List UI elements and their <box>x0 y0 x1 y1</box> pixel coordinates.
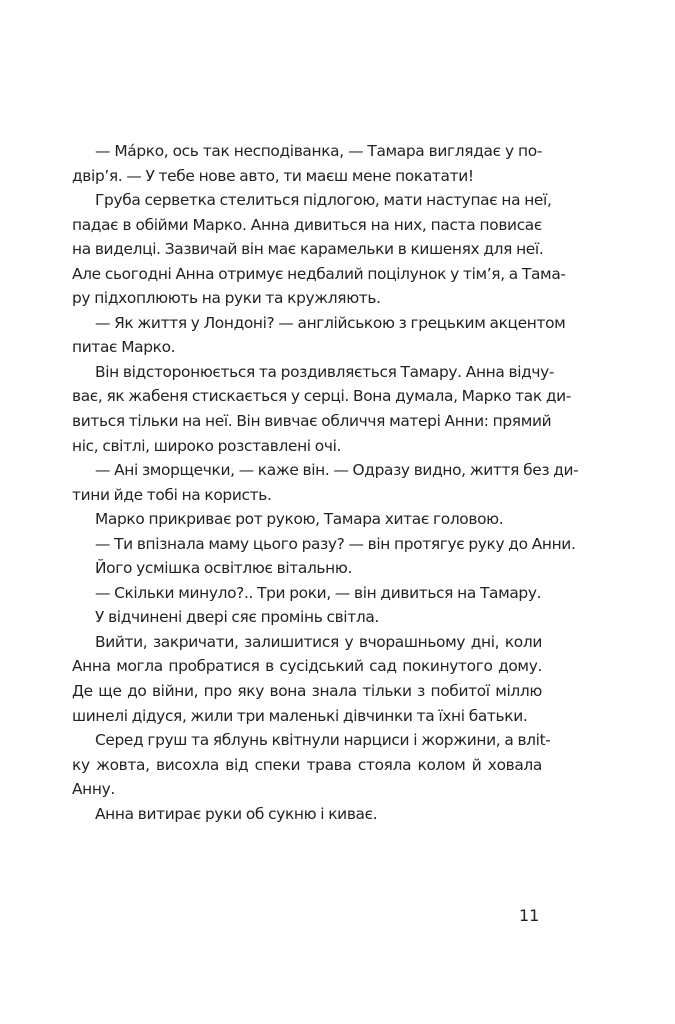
text-line: — Ти впізнала маму цього разу? — він протягує руку до Анни. <box>95 534 576 553</box>
text-line: — Ані зморщечки, — каже він. — Одразу видно, життя без ди- <box>95 461 579 480</box>
text-line: тини йде тобі на користь. <box>72 485 272 504</box>
text-line: виться тільки на неї. Він вивчає обличчя матері Анни: прямий <box>72 412 552 431</box>
text-line: Він відсторонюється та роздивляється Тамару. Анна відчу- <box>95 362 555 381</box>
text-line: двір’я. — У тебе нове авто, ти маєш мене покатати! <box>72 166 474 185</box>
text-line: ває, як жабеня стискається у серці. Вона думала, Марко так ди- <box>72 387 571 406</box>
text-line: Анна витирає руки об сукню і киває. <box>95 804 378 823</box>
text-line: ніс, світлі, широко розставлені очі. <box>72 436 342 455</box>
text-line: на виделці. Зазвичай він має карамельки в кишенях для неї. <box>72 240 544 259</box>
text-line: Анна могла пробратися в сусідський сад покинутого дому. <box>72 657 542 676</box>
text-line: Вийти, закричати, залишитися у вчорашньому дні, коли <box>95 632 542 651</box>
text-line: — Як життя у Лондоні? — англійською з грецьким акцентом <box>95 313 566 332</box>
text-line: Марко прикриває рот рукою, Тамара хитає головою. <box>95 510 504 529</box>
text-line: — Ма́рко, ось так несподіванка, — Тамара виглядає у по- <box>95 142 542 160</box>
text-line: У відчинені двері сяє промінь світла. <box>95 608 379 627</box>
text-line: ку жовта, висохла від спеки трава стояла колом й ховала <box>72 755 542 774</box>
text-line: Груба серветка стелиться підлогою, мати наступає на неї, <box>95 191 552 210</box>
text-line: Але сьогодні Анна отримує недбалий поцілунок у тім’я, а Тама- <box>72 264 566 283</box>
text-line: — Скільки минуло?.. Три роки, — він дивиться на Тамару. <box>95 583 542 602</box>
text-line: шинелі дідуся, жили три маленькі дівчинки та їхні батьки. <box>72 706 528 725</box>
text-line: Анну. <box>72 780 115 799</box>
text-line: падає в обійми Марко. Анна дивиться на них, паста повисає <box>72 215 542 234</box>
text-line: питає Марко. <box>72 338 176 357</box>
text-line: ру підхоплюють на руки та кружляють. <box>72 289 381 308</box>
text-line: Його усмішка освітлює вітальню. <box>95 559 353 578</box>
body-text <box>72 139 579 826</box>
page-number: 11 <box>519 906 540 925</box>
text-line: Де ще до війни, про яку вона знала тільки з побитої міллю <box>72 682 542 701</box>
text-line: Серед груш та яблунь квітнули нарциси і жоржини, а влit- <box>95 731 551 750</box>
